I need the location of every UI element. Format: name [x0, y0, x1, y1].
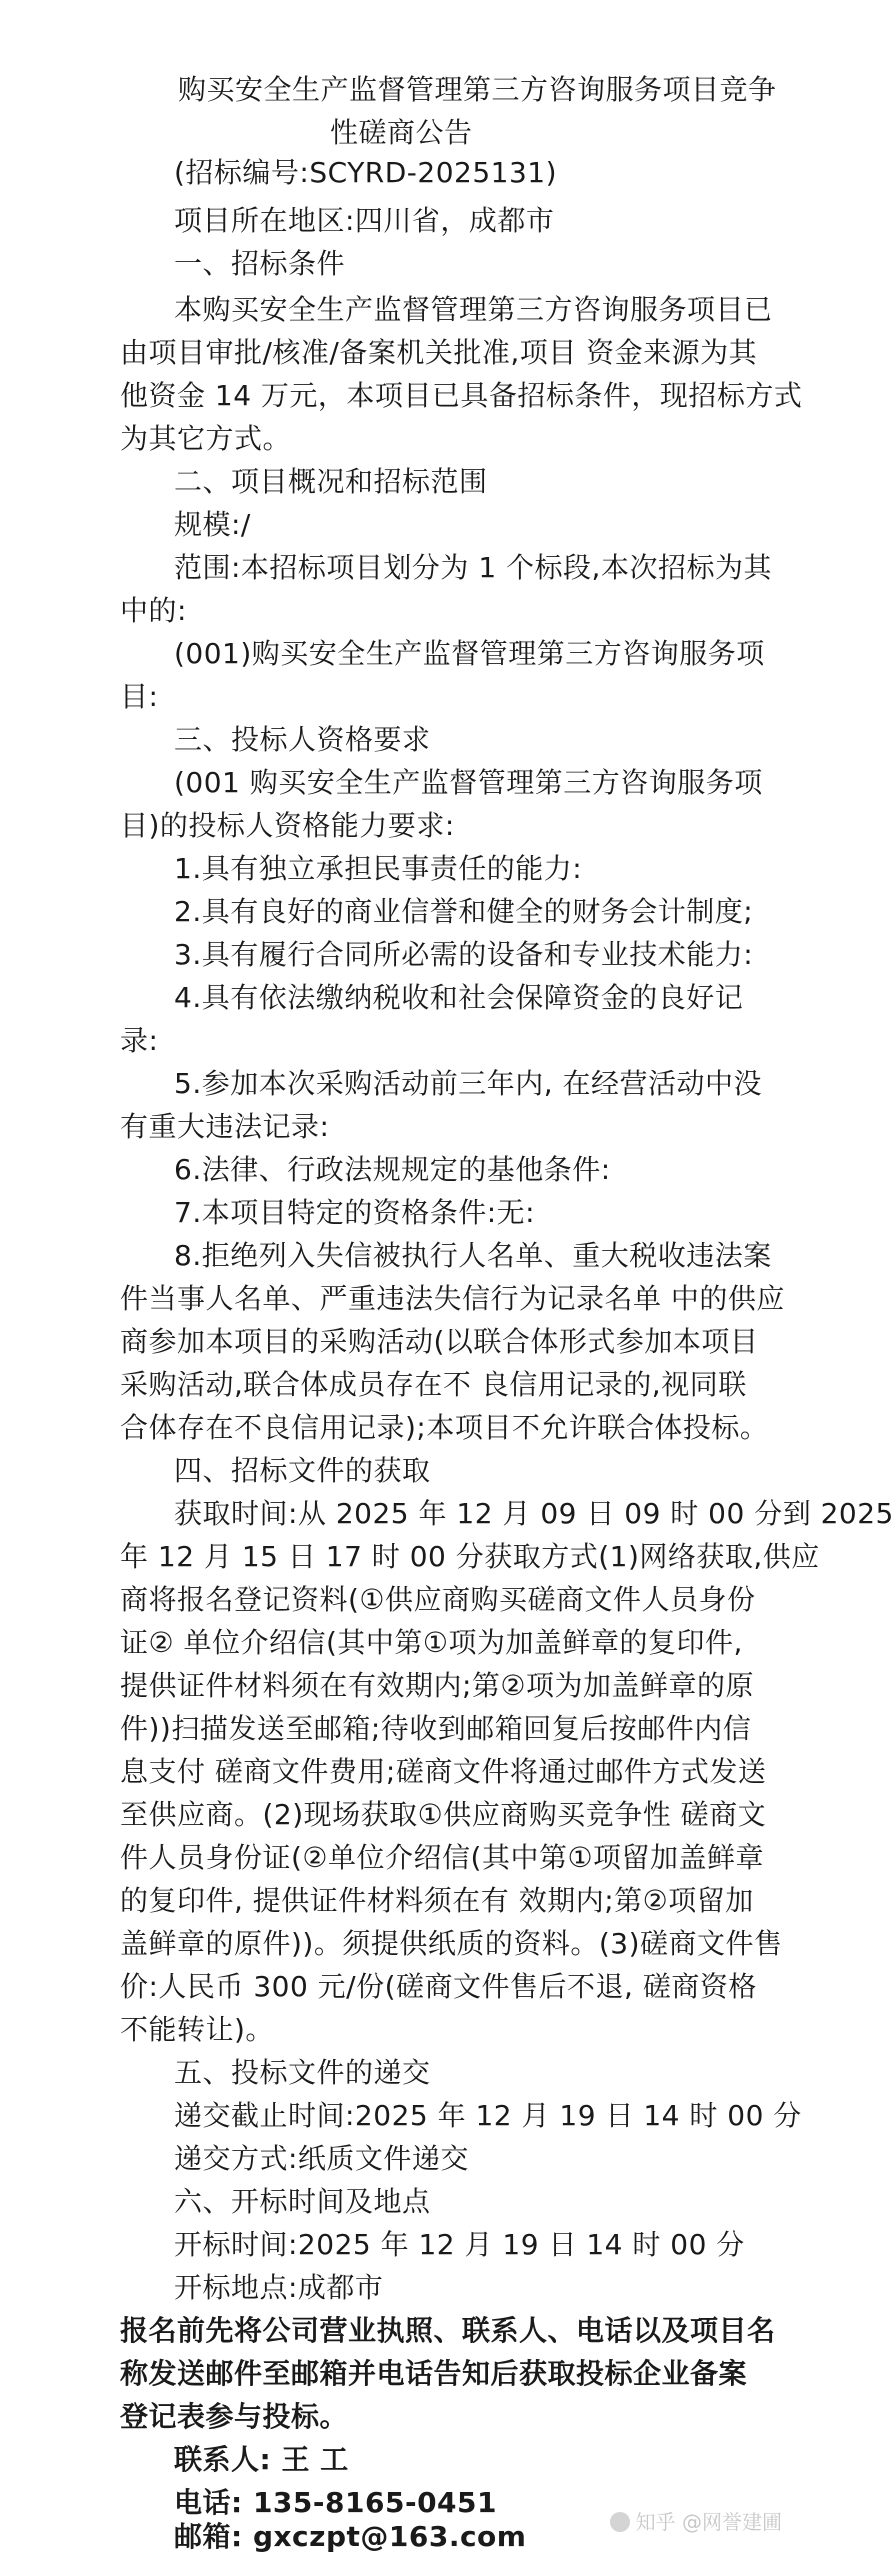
obtain-line: 证② 单位介绍信(其中第①项为加盖鲜章的复印件,: [120, 1626, 743, 1659]
section-5-heading: 五、投标文件的递交: [174, 2056, 431, 2089]
zhihu-logo-icon: [610, 2512, 630, 2532]
section-4-heading: 四、招标文件的获取: [174, 1454, 431, 1487]
tender-number: (招标编号:SCYRD-2025131): [174, 156, 558, 189]
obtain-line: 年 12 月 15 日 17 时 00 分获取方式(1)网络获取,供应: [120, 1540, 820, 1573]
requirement-line: 5.参加本次采购活动前三年内, 在经营活动中没: [174, 1067, 763, 1100]
lot-line: (001)购买安全生产监督管理第三方咨询服务项: [174, 637, 765, 670]
obtain-line: 商将报名登记资料(①供应商购买磋商文件人员身份: [120, 1583, 756, 1616]
scope-line: 范围:本招标项目划分为 1 个标段,本次招标为其: [174, 551, 772, 584]
submit-method: 递交方式:纸质文件递交: [174, 2142, 469, 2175]
section-3-intro-line: (001 购买安全生产监督管理第三方咨询服务项: [174, 766, 763, 799]
requirement-line: 8.拒绝列入失信被执行人名单、重大税收违法案: [174, 1239, 772, 1272]
requirement-line: 有重大违法记录:: [120, 1110, 330, 1143]
registration-note-line: 报名前先将公司营业执照、联系人、电话以及项目名: [120, 2314, 776, 2347]
contact-person: 联系人: 王 工: [174, 2443, 349, 2476]
requirement-line: 合体存在不良信用记录);本项目不允许联合体投标。: [120, 1411, 769, 1444]
title-line-1: 购买安全生产监督管理第三方咨询服务项目竞争: [178, 73, 777, 106]
scope-line: 中的:: [120, 594, 187, 627]
section-1-para-line: 他资金 14 万元，本项目已具备招标条件，现招标方式: [120, 379, 803, 412]
submit-deadline: 递交截止时间:2025 年 12 月 19 日 14 时 00 分: [174, 2099, 802, 2132]
obtain-line: 息支付 磋商文件费用;磋商文件将通过邮件方式发送: [120, 1755, 767, 1788]
obtain-line: 价:人民币 300 元/份(磋商文件售后不退, 磋商资格: [120, 1970, 757, 2003]
requirement-line: 采购活动,联合体成员存在不 良信用记录的,视同联: [120, 1368, 747, 1401]
project-location: 项目所在地区:四川省，成都市: [174, 204, 555, 237]
title-line-2: 性磋商公告: [330, 116, 473, 149]
registration-note-line: 登记表参与投标。: [120, 2400, 349, 2433]
requirement-line: 7.本项目特定的资格条件:无:: [174, 1196, 536, 1229]
requirement-line: 录:: [120, 1024, 159, 1057]
section-3-intro-line: 目)的投标人资格能力要求:: [120, 809, 455, 842]
obtain-line: 件))扫描发送至邮箱;待收到邮箱回复后按邮件内信: [120, 1712, 752, 1745]
requirement-line: 3.具有履行合同所必需的设备和专业技术能力:: [174, 938, 754, 971]
requirement-line: 件当事人名单、严重违法失信行为记录名单 中的供应: [120, 1282, 785, 1315]
opening-time: 开标时间:2025 年 12 月 19 日 14 时 00 分: [174, 2228, 745, 2261]
obtain-line: 件人员身份证(②单位介绍信(其中第①项留加盖鲜章: [120, 1841, 765, 1874]
section-1-para-line: 本购买安全生产监督管理第三方咨询服务项目已: [174, 293, 773, 326]
section-1-heading: 一、招标条件: [174, 247, 346, 280]
requirement-line: 6.法律、行政法规规定的基他条件:: [174, 1153, 611, 1186]
section-1-para-line: 为其它方式。: [120, 422, 292, 455]
scale-line: 规模:/: [174, 508, 251, 541]
watermark-text: 知乎 @网誉建圃: [635, 2510, 782, 2534]
obtain-line: 不能转让)。: [120, 2013, 274, 2046]
section-3-heading: 三、投标人资格要求: [174, 723, 431, 756]
obtain-line: 的复印件, 提供证件材料须在有 效期内;第②项留加: [120, 1884, 754, 1917]
requirement-line: 4.具有依法缴纳税收和社会保障资金的良好记: [174, 981, 744, 1014]
lot-line: 目:: [120, 680, 159, 713]
contact-email[interactable]: 邮箱: gxczpt@163.com: [174, 2520, 527, 2553]
obtain-line: 盖鲜章的原件))。须提供纸质的资料。(3)磋商文件售: [120, 1927, 783, 1960]
section-1-para-line: 由项目审批/核准/备案机关批准,项目 资金来源为其: [120, 336, 758, 369]
contact-phone[interactable]: 电话: 135-8165-0451: [174, 2486, 497, 2519]
watermark: [610, 2510, 782, 2534]
obtain-line: 提供证件材料须在有效期内;第②项为加盖鲜章的原: [120, 1669, 755, 1702]
requirement-line: 2.具有良好的商业信誉和健全的财务会计制度;: [174, 895, 754, 928]
opening-place: 开标地点:成都市: [174, 2271, 384, 2304]
requirement-line: 商参加本项目的采购活动(以联合体形式参加本项目: [120, 1325, 759, 1358]
obtain-line: 至供应商。(2)现场获取①供应商购买竞争性 磋商文: [120, 1798, 767, 1831]
registration-note-line: 称发送邮件至邮箱并电话告知后获取投标企业备案: [120, 2357, 748, 2390]
section-2-heading: 二、项目概况和招标范围: [174, 465, 488, 498]
section-6-heading: 六、开标时间及地点: [174, 2185, 431, 2218]
requirement-line: 1.具有独立承担民事责任的能力:: [174, 852, 583, 885]
obtain-line: 获取时间:从 2025 年 12 月 09 日 09 时 00 分到 2025: [174, 1497, 894, 1530]
